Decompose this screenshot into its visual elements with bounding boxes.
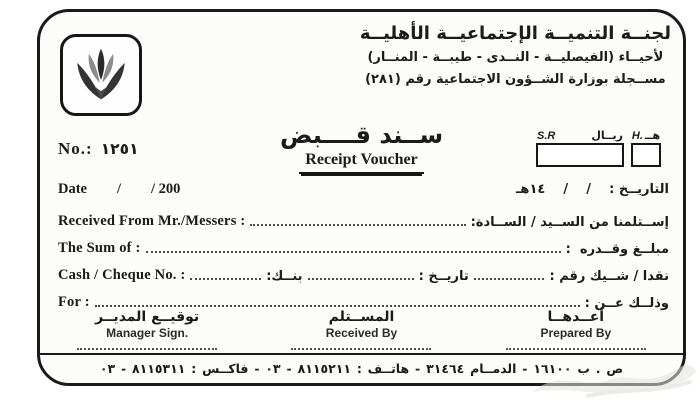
manager-signature-label-ar: توقيــع المديــر	[95, 309, 200, 325]
riyal-label: ريــال	[591, 129, 623, 142]
received-from-label-en: Received From Mr./Messers :	[58, 213, 246, 229]
riyal-amount-box	[536, 143, 624, 167]
organization-registration: مســجلة بوزارة الشــؤون الاجتماعية رقم (٢٨١)	[365, 71, 666, 87]
signature-line	[291, 348, 431, 350]
signature-line	[506, 348, 646, 350]
sum-label-ar: مبلــغ وقــدره :	[565, 242, 669, 257]
footer-divider	[40, 353, 683, 355]
received-by-label-en: Received By	[325, 325, 398, 340]
fill-line	[474, 278, 545, 280]
organization-logo	[60, 34, 142, 116]
cheque-label-en: Cash / Cheque No. :	[58, 267, 186, 283]
purpose-label-en: For :	[58, 294, 90, 310]
date-slash: /	[117, 181, 122, 197]
prepared-by-signature	[469, 309, 683, 350]
received-from-label-ar: إســتلمنا من الســيد / الســادة:	[470, 215, 669, 230]
fill-line	[146, 251, 561, 253]
halala-arabic-label: هــ	[644, 129, 661, 142]
sum-label-en: The Sum of :	[58, 240, 141, 256]
purpose-row	[58, 284, 669, 311]
prepared-by-label-ar: أعــدهــا	[547, 309, 605, 325]
bank-label-ar: بنــك:	[266, 269, 303, 284]
halala-amount-box	[631, 143, 661, 167]
sum-row	[58, 230, 669, 257]
date-line-english	[58, 181, 180, 198]
organization-name: لجنــة التنميــة الإجتماعيــة الأهليــة	[359, 23, 671, 44]
received-by-signature	[254, 309, 468, 350]
fill-line	[250, 224, 465, 226]
purpose-label-ar: وذلــك عــن :	[584, 296, 669, 311]
voucher-number-label: No.:	[58, 139, 93, 158]
organization-header	[360, 20, 671, 90]
fill-line	[308, 278, 414, 280]
manager-signature	[40, 309, 254, 350]
halala-latin-label: H.	[631, 130, 643, 142]
received-from-row	[58, 203, 669, 230]
organization-districts: لأحيــاء (الفيصليــة - النــدى - طيبــة - المنــار)	[367, 50, 664, 65]
fill-line	[190, 278, 261, 280]
date-label: Date	[58, 181, 87, 197]
received-by-label-ar: المســتلم	[328, 309, 395, 325]
fill-line	[95, 305, 580, 307]
watermark	[528, 358, 698, 402]
voucher-number-value: ١٢٥١	[100, 140, 139, 158]
receipt-title-english: Receipt Voucher	[299, 151, 423, 174]
form-fields	[58, 203, 669, 311]
date-line	[58, 181, 669, 198]
signature-line	[77, 348, 217, 350]
cheque-row	[58, 257, 669, 284]
cheque-date-label-ar: تاريــخ :	[418, 269, 469, 284]
date-line-arabic: التاريــخ : / / ١٤هـ	[515, 182, 669, 197]
footer-address: ص . ب ١٦١٠٠ - الدمــام ٣١٤٦٤ - هاتــف : ٨١١٥٢١١ - ٠٣ - فاكــس : ٨١١٥٣١١ - ٠٣	[99, 361, 624, 376]
prepared-by-label-en: Prepared By	[540, 325, 612, 340]
cheque-label-ar: نقدا / شــيك رقم :	[549, 269, 670, 284]
amount-boxes	[536, 126, 661, 167]
receipt-card	[37, 9, 686, 386]
sr-label: S.R	[537, 130, 556, 142]
receipt-title-arabic: ســند قــــبض	[279, 121, 444, 149]
signature-section	[40, 309, 683, 350]
date-year-prefix: / 200	[151, 181, 181, 197]
lotus-flame-icon	[69, 43, 133, 107]
manager-signature-label-en: Manager Sign.	[106, 325, 189, 340]
